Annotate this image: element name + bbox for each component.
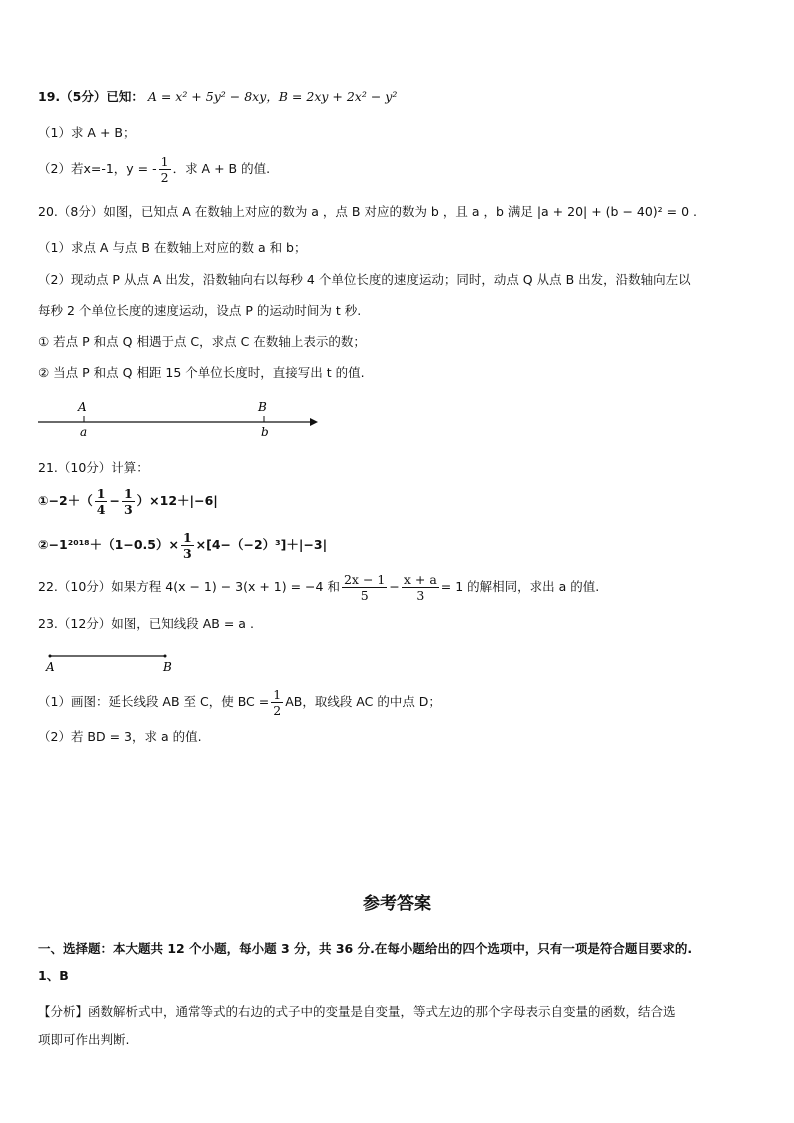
value-a-label: a — [80, 425, 88, 439]
q21-frac2 — [122, 486, 135, 517]
q19-number: 19.（5分）已知： — [38, 89, 144, 104]
q21-frac1 — [95, 486, 108, 517]
q19-fraction-den: 2 — [160, 170, 169, 185]
q23-frac-den: 2 — [273, 703, 282, 718]
q22-frac1 — [342, 572, 387, 603]
segment-endpoint-b — [164, 655, 167, 658]
q21-expr2-end: ×[4−（−2）³]＋|−3| — [195, 537, 328, 552]
q20-case1: ① 若点 P 和点 Q 相遇于点 C，求点 C 在数轴上表示的数； — [38, 334, 366, 349]
q21-header: 21.（10分）计算： — [38, 460, 149, 475]
q20-case2: ② 当点 P 和点 Q 相距 15 个单位长度时，直接写出 t 的值. — [38, 365, 365, 380]
q21-frac1-den: 4 — [96, 502, 106, 517]
q19-fraction — [159, 154, 171, 185]
q22-frac2-num: x + a — [403, 572, 437, 587]
q20-part2-line1: （2）现动点 P 从点 A 出发，沿数轴向右以每秒 4 个单位长度的速度运动；同时，动点 Q 从点 B 出发，沿数轴向左以 — [38, 272, 691, 287]
q19-part1: （1）求 A + B； — [38, 125, 136, 140]
q21-expr2 — [38, 530, 327, 561]
q19-fraction-num: 1 — [160, 154, 169, 169]
q19-header — [38, 88, 397, 106]
answer-analysis-line2: 项即可作出判断. — [38, 1032, 130, 1047]
q20-header: 20.（8分）如图，已知点 A 在数轴上对应的数为 a ，点 B 对应的数为 b ，且 a ，b 满足 |a + 20| + (b − 40)² = 0 . — [38, 204, 698, 219]
segment-endpoint-a — [49, 655, 52, 658]
segment-figure — [0, 645, 794, 675]
q21-minus: − — [109, 493, 120, 508]
q21-expr2-start: ②−1²⁰¹⁸＋（1−0.5）× — [38, 537, 179, 552]
q22-frac2 — [402, 572, 439, 603]
q23-frac-num: 1 — [273, 687, 282, 702]
answer-section-header: 一、选择题：本大题共 12 个小题，每小题 3 分，共 36 分.在每小题给出的四个选项中，只有一项是符合题目要求的. — [38, 941, 693, 956]
q19-part2 — [38, 154, 270, 185]
q22-end: = 1 的解相同，求出 a 的值. — [440, 579, 600, 594]
q21-frac3 — [181, 530, 194, 561]
q21-expr1-end: ）×12＋|−6| — [136, 493, 218, 508]
q23-part1-end: AB，取线段 AC 的中点 D； — [285, 694, 441, 709]
point-A-label: A — [78, 400, 87, 414]
q21-expr1-start: ①−2＋（ — [38, 493, 93, 508]
q19-part2-text: （2）若x=-1，y = - — [38, 161, 157, 176]
q23-part2: （2）若 BD = 3，求 a 的值. — [38, 729, 202, 744]
q21-frac2-num: 1 — [123, 486, 133, 501]
q23-header: 23.（12分）如图，已知线段 AB = a . — [38, 616, 254, 631]
q20-part1: （1）求点 A 与点 B 在数轴上对应的数 a 和 b； — [38, 240, 307, 255]
q21-expr1 — [38, 486, 218, 517]
q22-start: 22.（10分）如果方程 4(x − 1) − 3(x + 1) = −4 和 — [38, 579, 340, 594]
q21-frac1-num: 1 — [96, 486, 106, 501]
number-line-figure — [0, 395, 794, 440]
segment-B-label: B — [163, 660, 172, 674]
answer-analysis-line1: 【分析】函数解析式中，通常等式的右边的式子中的变量是自变量，等式左边的那个字母表示自变量的函数，结合选 — [38, 1004, 676, 1019]
q22-minus: − — [389, 579, 400, 594]
q23-frac — [271, 687, 283, 718]
q21-frac3-num: 1 — [182, 530, 192, 545]
q22-line — [38, 572, 599, 603]
q19-expression: A = x² + 5y² − 8xy，B = 2xy + 2x² − y² — [147, 89, 398, 104]
q23-part1 — [38, 687, 441, 718]
q23-part1-start: （1）画图：延长线段 AB 至 C，使 BC = — [38, 694, 270, 709]
answer-item-1: 1、B — [38, 968, 69, 983]
number-line-arrow — [310, 418, 318, 426]
q19-part2-tail: ．求 A + B 的值. — [172, 161, 271, 176]
segment-A-label: A — [46, 660, 55, 674]
value-b-label: b — [261, 425, 269, 439]
q22-frac2-den: 3 — [416, 588, 425, 603]
q22-frac1-den: 5 — [360, 588, 369, 603]
answer-title: 参考答案 — [363, 894, 431, 914]
q21-frac3-den: 3 — [182, 546, 192, 561]
q22-frac1-num: 2x − 1 — [343, 572, 386, 587]
point-B-label: B — [258, 400, 267, 414]
q20-part2-line2: 每秒 2 个单位长度的速度运动，设点 P 的运动时间为 t 秒. — [38, 303, 362, 318]
q21-frac2-den: 3 — [123, 502, 133, 517]
